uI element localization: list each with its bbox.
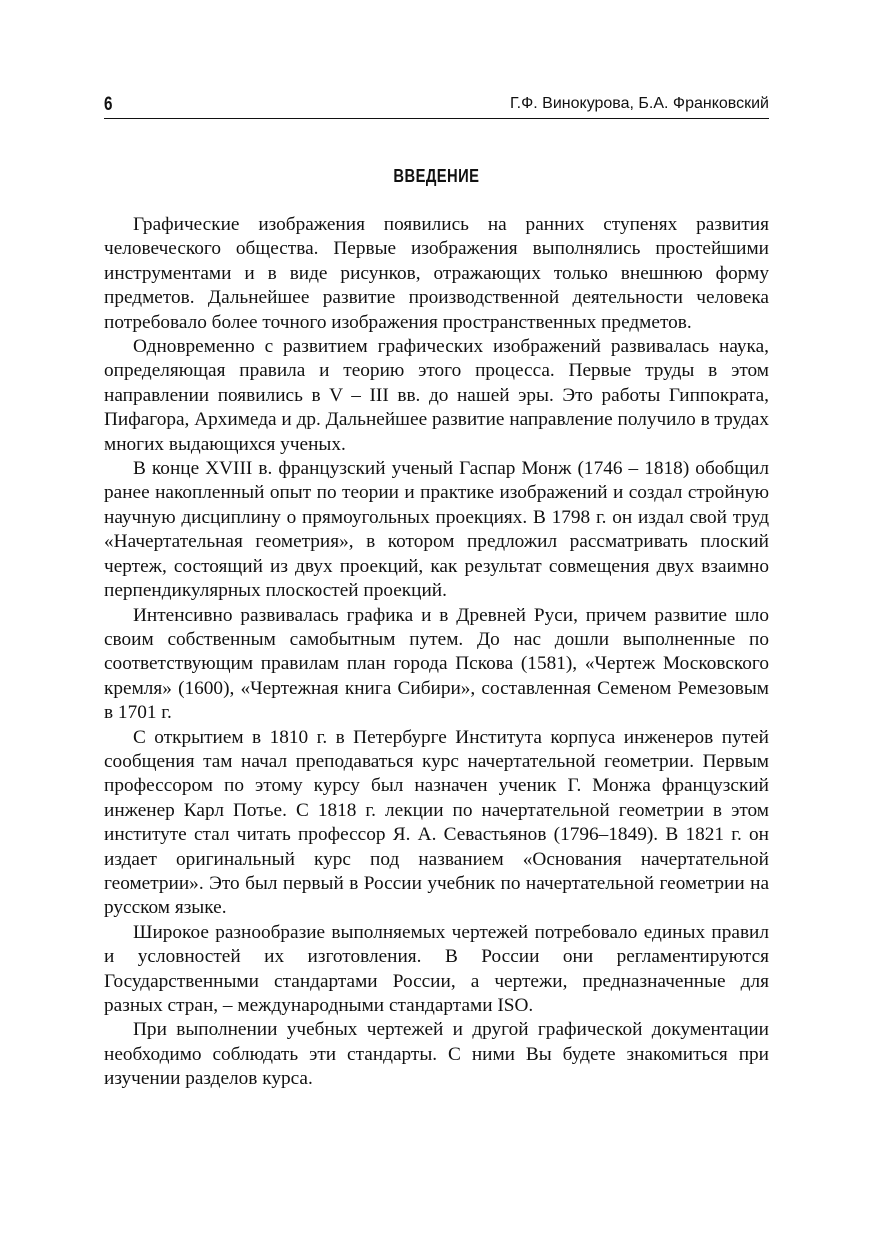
paragraph: Одновременно с развитием графических изображений развивалась наука, определяющая правила и теорию этого процесса. Первые труды в этом направлении появились в V – III вв. до нашей эры. Это работы Гиппократа, Пифагора, Архимеда и др. Дальнейшее развитие направление получило в трудах многих выдающихся ученых. bbox=[104, 336, 769, 455]
section-title bbox=[104, 166, 769, 187]
paragraph: Интенсивно развивалась графика и в Древней Руси, причем развитие шло своим собственным самобытным путем. До нас дошли выполненные по соответствующим правилам план города Пскова (1581), «Чертеж Московского кремля» (1600), «Чертежная книга Сибири», составленная Семеном Ремезовым в 1701 г. bbox=[104, 604, 769, 724]
page-header bbox=[104, 92, 769, 119]
paragraph: При выполнении учебных чертежей и другой графической документации необходимо соблюдать эти стандарты. С ними Вы будете знакомиться при изучении разделов курса. bbox=[104, 1019, 769, 1090]
section-title-text: ВВЕДЕНИЕ bbox=[393, 166, 480, 186]
paragraph: Графические изображения появились на ранних ступенях развития человеческого общества. Первые изображения выполнялись простейшими инструментами и в виде рисунков, отражающих только внешнюю форму предметов. Дальнейшее развитие производственной деятельности человека потребовало более точного изображения пространственных предметов. bbox=[104, 214, 769, 333]
paragraph: С открытием в 1810 г. в Петербурге Института корпуса инженеров путей сообщения там начал преподаваться курс начертательной геометрии. Первым профессором по этому курсу был назначен ученик Г. Монжа французский инженер Карл Потье. С 1818 г. лекции по начертательной геометрии в этом институте стал читать профессор Я. А. Севастьянов (1796–1849). В 1821 г. он издает оригинальный курс под названием «Основания начертательной геометрии». Это был первый в России учебник по начертательной геометрии на русском языке. bbox=[104, 726, 769, 919]
body-text bbox=[104, 213, 769, 1092]
paragraph: В конце XVIII в. французский ученый Гаспар Монж (1746 – 1818) обобщил ранее накопленный опыт по теории и практике изображений и создал стройную научную дисциплину о прямоугольных проекциях. В 1798 г. он издал свой труд «Начертательная геометрия», в котором предложил рассматривать плоский чертеж, состоящий из двух проекций, как результат совмещения двух взаимно перпендикулярных плоскостей проекций. bbox=[104, 458, 769, 602]
paragraph: Широкое разнообразие выполняемых чертежей потребовало единых правил и условностей их изготовления. В России они регламентируются Государственными стандартами России, а чертежи, предназначенные для разных стран, – международными стандартами ISO. bbox=[104, 921, 769, 1016]
page-number: 6 bbox=[104, 94, 113, 115]
running-head-authors: Г.Ф. Винокурова, Б.А. Франковский bbox=[509, 95, 769, 112]
